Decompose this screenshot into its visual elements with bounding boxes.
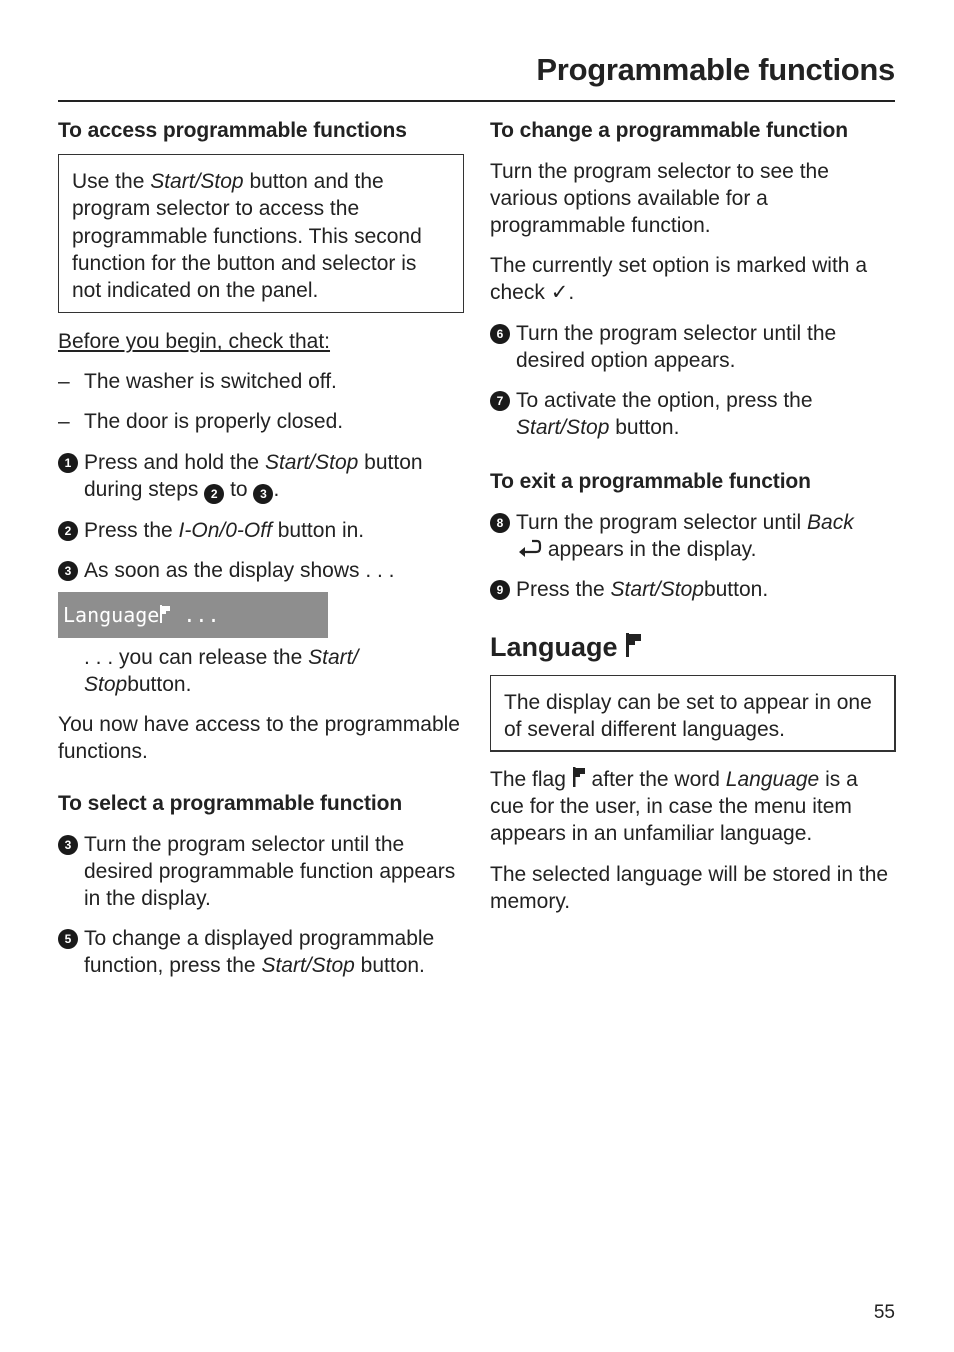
access-note-em: Start/Stop [150, 170, 244, 193]
release-em: Start/ Stop [84, 646, 359, 697]
step-3 [58, 557, 464, 584]
step-number: 7 [490, 391, 510, 411]
page-number: 55 [873, 1302, 895, 1323]
flag-paragraph [490, 766, 896, 847]
access-note-text: Use the [72, 170, 151, 193]
step-em: Start/Stop [610, 578, 704, 601]
flag-icon [625, 632, 643, 658]
flag-paragraph-text: The flag [490, 767, 572, 791]
display-panel [58, 592, 328, 638]
step-text: Turn the program selector until the desired option appears. [516, 322, 837, 372]
check-item [58, 408, 464, 435]
step-number: 5 [58, 929, 78, 949]
step-6 [490, 320, 896, 374]
step-text: As soon as the display shows . . . [84, 559, 395, 583]
select-step-5 [58, 925, 464, 979]
step-text: Press the [84, 519, 179, 543]
before-label: Before you begin, check that: [58, 330, 331, 354]
step-text-2: button. [354, 954, 425, 978]
select-step-3 [58, 831, 464, 912]
display-text: Language [63, 603, 160, 628]
change-paragraph-2-end: . [568, 281, 575, 304]
access-paragraph: You now have access to the programmable functions. [58, 713, 460, 764]
check-item-text: The door is properly closed. [84, 410, 344, 434]
language-note-box: The display can be set to appear in one of several different languages. [490, 675, 896, 752]
stored-paragraph: The selected language will be stored in the memory. [490, 862, 889, 913]
checkmark-icon: ✓ [550, 281, 569, 304]
step-em: Back [807, 511, 854, 534]
left-column [58, 118, 464, 979]
change-paragraph-1: Turn the program selector to see the various options available for a programmable function. [490, 160, 829, 237]
step-text: To activate the option, press the [516, 389, 813, 412]
step-2 [58, 517, 464, 544]
release-text-1: . . . you can release the [84, 646, 309, 670]
exit-heading: To exit a programmable function [490, 470, 811, 493]
step-1 [58, 449, 464, 504]
right-column [490, 118, 896, 915]
step-text: Press and hold the [84, 451, 265, 475]
flag-paragraph-text-2: after the word [585, 767, 726, 791]
step-text-2: appears in the display. [542, 538, 757, 561]
step-8 [490, 509, 896, 563]
inline-step-number: 3 [253, 484, 273, 504]
step-number: 3 [58, 835, 78, 855]
page-header [58, 48, 895, 102]
dash-marker: – [58, 410, 70, 434]
page-title: Programmable functions [536, 52, 895, 87]
flag-paragraph-text-3: is a cue for the user, in case the menu item appears in an unfamiliar language. [490, 767, 858, 845]
step-number: 8 [490, 513, 510, 533]
flag-paragraph-em: Language [725, 767, 820, 791]
step-7 [490, 387, 896, 441]
step-text-3: to [224, 478, 254, 502]
flag-icon [572, 766, 586, 788]
step-text-2: button during steps [84, 451, 423, 502]
step-text: Press the [516, 578, 611, 601]
step-number: 3 [58, 561, 78, 581]
step-em: Start/Stop [264, 451, 359, 475]
step-text: Turn the program selector until [516, 511, 808, 534]
step-text-2: button. [609, 416, 680, 439]
change-heading: To change a programmable function [490, 119, 849, 142]
step-em: Start/Stop [261, 954, 355, 978]
check-item-text: The washer is switched off. [84, 370, 337, 394]
step-em: Start/Stop [516, 416, 610, 439]
step-em: I-On/0-Off [178, 519, 272, 543]
step-number: 2 [58, 521, 78, 541]
change-paragraph-2 [490, 252, 896, 306]
language-heading [490, 631, 896, 663]
release-text-2: button. [127, 673, 192, 697]
access-note-box [58, 154, 464, 313]
language-heading-text: Language [490, 632, 618, 662]
step-text-2: button in. [271, 519, 365, 543]
inline-step-number: 2 [204, 484, 224, 504]
step-number: 1 [58, 453, 78, 473]
change-paragraph-2-text: The currently set option is marked with a check [490, 254, 867, 304]
step-9 [490, 576, 896, 603]
back-arrow-icon [516, 539, 542, 559]
release-text [58, 644, 464, 698]
access-note-text-2: button and the program selector to access the programmable functions. This second function for the button and selector is not indicated on the panel. [72, 170, 422, 303]
step-text: Turn the program selector until the desired programmable function appears in the display. [84, 833, 456, 911]
step-number: 6 [490, 324, 510, 344]
step-text: To change a displayed programmable function, press the [84, 927, 435, 978]
access-heading: To access programmable functions [58, 119, 407, 142]
step-number: 9 [490, 580, 510, 600]
check-item [58, 368, 464, 395]
display-suffix: ... [171, 603, 220, 628]
step-text-2: button. [703, 578, 769, 601]
flag-icon [159, 604, 171, 624]
step-text-4: . [273, 478, 280, 502]
select-heading: To select a programmable function [58, 792, 403, 816]
dash-marker: – [58, 370, 70, 394]
